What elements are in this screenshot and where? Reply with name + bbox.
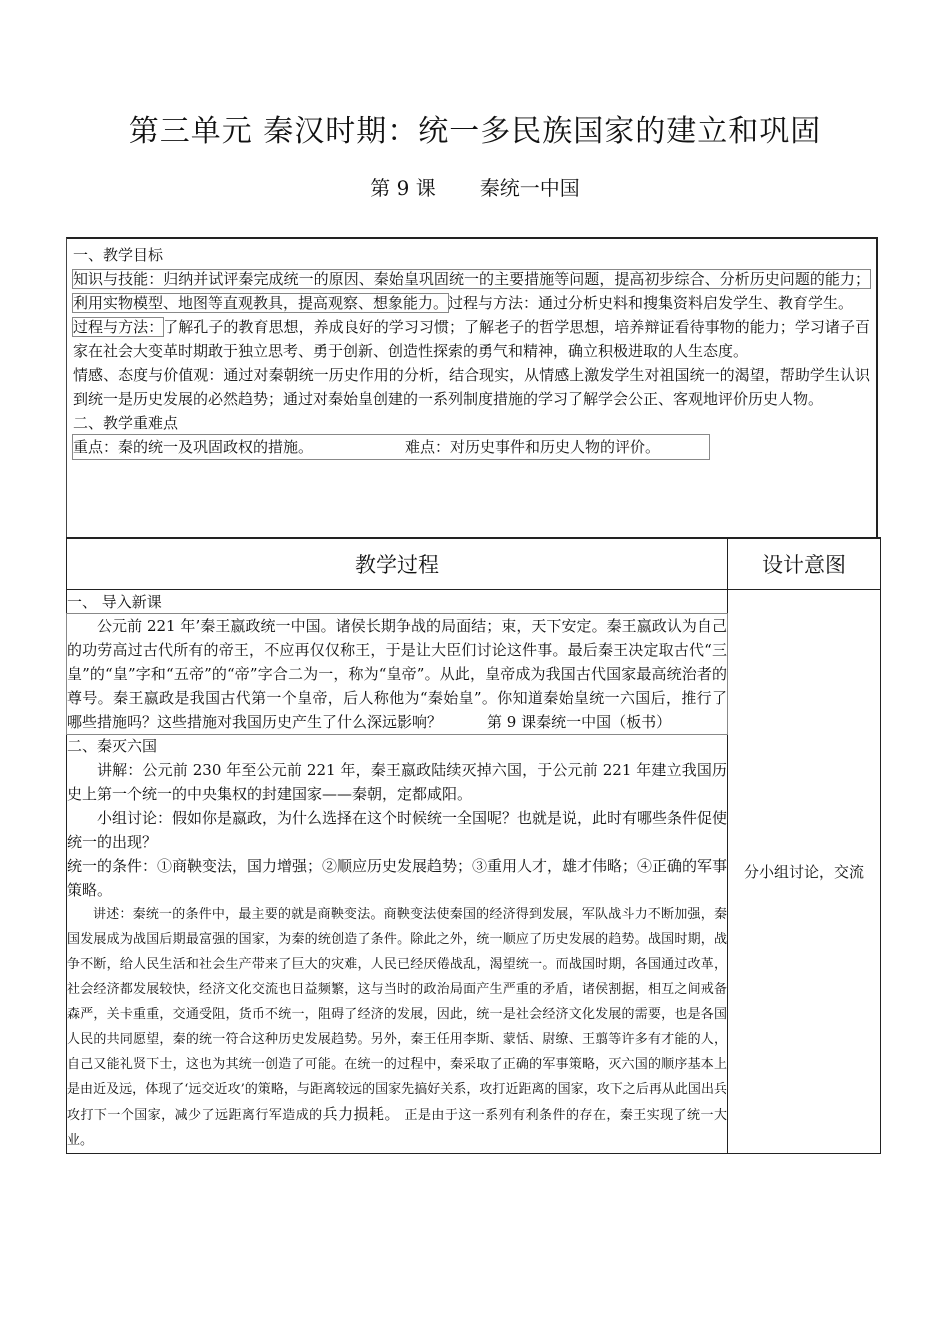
- section-intro-heading: 一、 导入新课: [67, 593, 162, 611]
- lesson-title: 秦统一中国: [479, 176, 580, 200]
- process-goal: [73, 315, 870, 363]
- discussion-paragraph: 小组讨论：假如你是嬴政，为什么选择在这个时候统一全国呢？也就是说，此时有哪些条件促使统一的出现？: [67, 809, 728, 851]
- knowledge-goal-tail: 过程与方法：通过分析史料和搜集资料启发学生、教育学生。: [448, 294, 854, 312]
- design-column-header: 设计意图: [728, 538, 881, 590]
- objectives-heading: 一、教学目标: [73, 246, 164, 264]
- lecture-paragraph: 讲解：公元前 230 年至公元前 221 年，秦王嬴政陆续灭掉六国，于公元前 221 年建立我国历史上第一个统一的中央集权的封建国家——秦朝，定都咸阳。: [67, 761, 727, 803]
- design-cell: [728, 590, 881, 1154]
- lesson-number: 第 9 课: [370, 176, 436, 200]
- objectives-box: [66, 237, 878, 537]
- lesson-heading: [0, 172, 950, 201]
- process-goal-text: 了解孔子的教育思想，养成良好的学习习惯；了解老子的哲学思想，培养辩证看待事物的能力；学习诸子百家在社会大变革时期敢于独立思考、勇于创新、创造性探索的勇气和精神，确立积极进取的人生态度。: [73, 318, 870, 360]
- key-point: 重点：秦的统一及巩固政权的措施。: [73, 438, 314, 456]
- unit-title: 第三单元 秦汉时期：统一多民族国家的建立和巩固: [128, 114, 822, 149]
- section-conquest-heading: 二、秦灭六国: [67, 737, 158, 755]
- narration-emphasis: 兵力损耗。: [322, 1105, 400, 1123]
- teaching-process-table: [66, 537, 881, 1154]
- narration-end: 正是由于这一系列有利条件的存在，秦王实现了统一大业。: [67, 1108, 727, 1148]
- knowledge-goal-text: 知识与技能：归纳并试评秦完成统一的原因、秦始皇巩固统一的主要措施等问题，提高初步综合、分析历史问题的能力；利用实物模型、地图等直观教具，提高观察、想象能力。: [73, 270, 870, 312]
- process-cell: [67, 590, 728, 1154]
- emotion-goal: 情感、态度与价值观：通过对秦朝统一历史作用的分析，结合现实，从情感上激发学生对祖国统一的渴望，帮助学生认识到统一是历史发展的必然趋势；通过对秦始皇创建的一系列制度措施的学习了解学会公正、客观地评价历史人物。: [73, 366, 870, 408]
- difficult-point: 难点：对历史事件和历史人物的评价。: [405, 438, 661, 456]
- process-column-header: 教学过程: [67, 538, 728, 590]
- keypoints-line: [73, 435, 709, 459]
- conditions-paragraph: 统一的条件：①商鞅变法，国力增强；②顺应历史发展趋势；③重用人才，雄才伟略；④正确的军事策略。: [67, 857, 728, 899]
- keypoints-heading: 二、教学重难点: [73, 414, 179, 432]
- narration-paragraph: [67, 902, 727, 1153]
- intro-paragraph: [67, 614, 727, 734]
- design-note: 分小组讨论，交流: [743, 863, 864, 881]
- narration-text: 讲述：秦统一的条件中，最主要的就是商鞅变法。商鞅变法使秦国的经济得到发展，军队战斗力不断加强，秦国发展成为战国后期最富强的国家，为秦的统创造了条件。除此之外，统一顺应了历史发展的趋势。战国时期，战争不断，给人民生活和社会生产带来了巨大的灾难，人民已经厌倦战乱，渴望统一。而战国时期，各国通过改革，社会经济都发展较快，经济文化交流也日益频繁，这与当时的政治局面产生严重的矛盾，诸侯割据，相互之间戒备森严，关卡重重，交通受阻，货币不统一，阻碍了经济的发展，因此，统一是社会经济文化发展的需要，也是各国人民的共同愿望，秦的统一符合这种历史发展趋势。另外，秦王任用李斯、蒙恬、尉缭、王翦等许多有才能的人，自己又能礼贤下士，这也为其统一创造了可能。在统一的过程中，秦采取了正确的军事策略，灭六国的顺序基本上是由近及远，体现了‘远交近攻’的策略，与距离较远的国家先搞好关系，攻打近距离的国家，攻下之后再从此国出兵攻打下一个国家，减少了远距离行军造成的: [67, 907, 727, 1123]
- intro-board-note: 第 9 课秦统一中国（板书）: [487, 713, 672, 731]
- knowledge-goal: [73, 267, 870, 315]
- process-goal-label: 过程与方法：: [73, 318, 164, 336]
- intro-text: 公元前 221 年’秦王嬴政统一中国。诸侯长期争战的局面结；束，天下安定。秦王嬴政认为自己的功劳高过古代所有的帝王，不应再仅仅称王，于是让大臣们讨论这件事。最后秦王决定取古代“三皇”的“皇”字和“五帝”的“帝”字合二为一，称为“皇帝”。从此，皇帝成为我国古代国家最高统治者的尊号。秦王嬴政是我国古代第一个皇帝，后人称他为“秦始皇”。你知道秦始皇统一六国后，推行了哪些措施吗？这些措施对我国历史产生了什么深远影响？: [67, 617, 727, 731]
